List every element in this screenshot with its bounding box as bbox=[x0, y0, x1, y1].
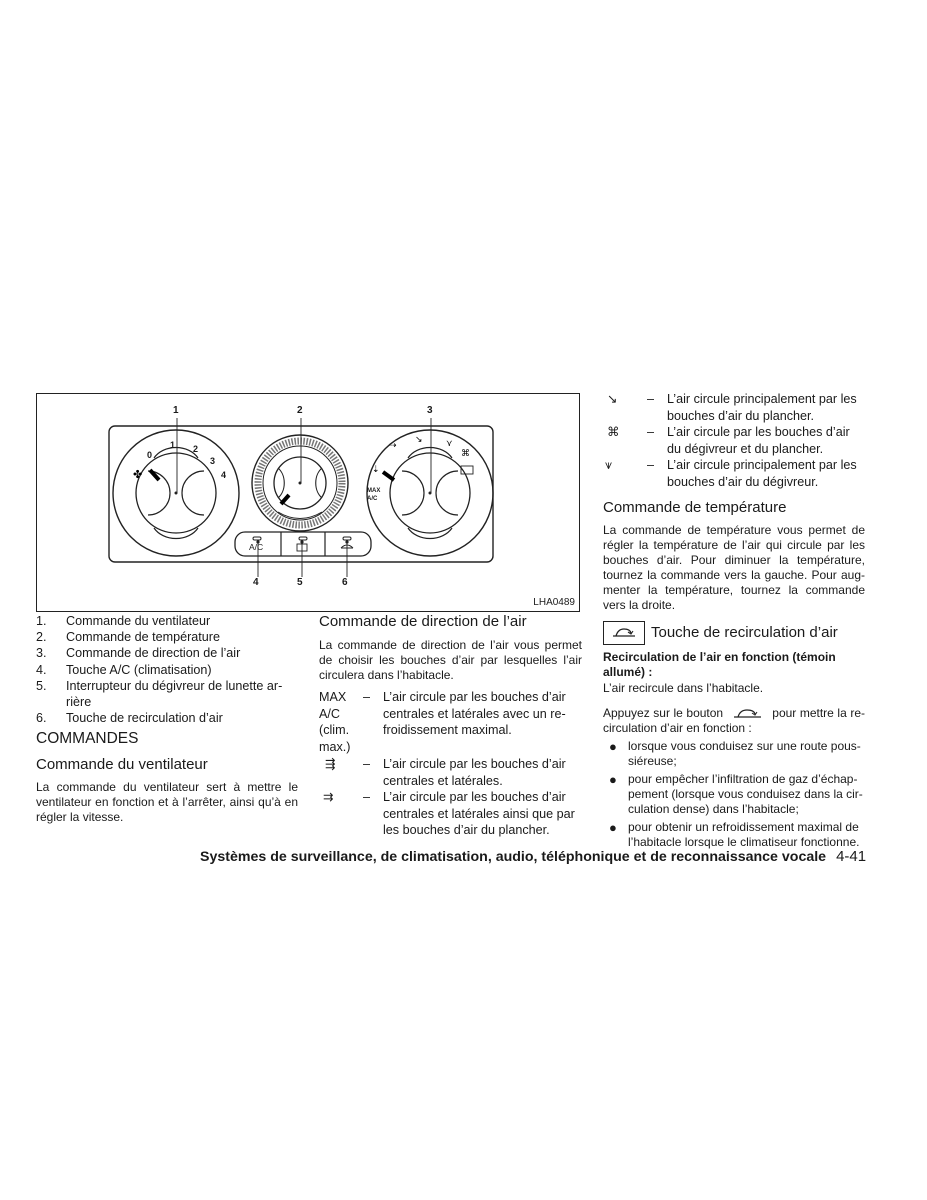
control-panel-figure bbox=[36, 393, 580, 612]
vent-foot-icon: ↘ bbox=[607, 392, 618, 406]
callout-3: 3 bbox=[427, 405, 433, 416]
subsection-heading: Commande du ventilateur bbox=[36, 756, 208, 774]
section-heading: COMMANDES bbox=[36, 730, 139, 748]
subsection-heading: Touche de recirculation d’air bbox=[651, 624, 838, 641]
air-direction-dial bbox=[367, 430, 493, 556]
figure-code: LHA0489 bbox=[533, 597, 575, 608]
bullet-item: ● lorsque vous conduisez sur une route pous-siéreuse; bbox=[609, 739, 861, 768]
fan-tick-3: 3 bbox=[210, 456, 216, 466]
mode-row-defrost-foot: ⌘ – L’air circule par les bouches d’air du dégivreur et du plancher. bbox=[603, 424, 865, 457]
page-number: 4-41 bbox=[836, 848, 867, 865]
callout-6: 6 bbox=[342, 577, 348, 588]
recirc-on-label: Recirculation de l’air en fonction (témoin allumé) : bbox=[603, 650, 836, 679]
mode-row-foot: ↘ – L’air circule principalement par les bouches d’air du plancher. bbox=[603, 391, 865, 424]
fan-tick-2: 2 bbox=[193, 444, 199, 454]
vent-foot-icon: ↘ bbox=[415, 435, 423, 445]
fan-paragraph: La commande du ventilateur sert à mettre le ventilateur en fonction et à l’arrêter, ainsi qu’à en régler la vitesse. bbox=[36, 780, 298, 825]
legend-item: 2. Commande de température bbox=[36, 630, 221, 645]
ac-button-label: A/C bbox=[249, 542, 264, 552]
bullet-item: ● pour obtenir un refroidissement maximal de l’habitacle lorsque le climatiseur fonctionne. bbox=[609, 820, 860, 849]
callout-2: 2 bbox=[297, 405, 303, 416]
callout-4: 4 bbox=[253, 577, 259, 588]
fan-tick-0: 0 bbox=[147, 450, 153, 460]
footer-title: Systèmes de surveillance, de climatisation, audio, téléphonique et de reconnaissance vocale bbox=[200, 849, 827, 865]
vent-bilevel-icon: ⇉ bbox=[323, 790, 334, 804]
control-panel-illustration bbox=[37, 394, 581, 613]
fan-dial bbox=[113, 430, 239, 556]
mode-row-defrost: ⩛ – L’air circule principalement par les bouches d’air du dégivreur. bbox=[605, 458, 857, 489]
press-paragraph: Appuyez sur le bouton pour mettre la re-circulation d’air en fonction : bbox=[603, 706, 865, 735]
recirculation-icon bbox=[603, 621, 645, 645]
fan-tick-4: 4 bbox=[221, 470, 227, 480]
callout-5: 5 bbox=[297, 577, 303, 588]
mode-row-face: ⇶ – L’air circule par les bouches d’air centrales et latérales. bbox=[319, 756, 582, 789]
subsection-heading: Commande de température bbox=[603, 499, 787, 516]
recirc-heading-row bbox=[603, 621, 865, 645]
max-ac-dial-label: MAX A/C bbox=[367, 488, 381, 502]
recirc-on-text: L’air recircule dans l’habitacle. bbox=[603, 681, 764, 695]
defrost-icon: ⋎ bbox=[446, 439, 453, 449]
callout-1: 1 bbox=[173, 405, 179, 416]
mode-row-bilevel: ⇉ – L’air circule par les bouches d’air centrales et latérales ainsi que par les bouches d’air du plancher. bbox=[319, 789, 582, 839]
right-column bbox=[603, 391, 865, 850]
recirculation-icon bbox=[731, 708, 765, 720]
temperature-dial bbox=[252, 435, 348, 531]
legend-item: 6. Touche de recirculation d’air bbox=[36, 711, 223, 726]
legend-item: 4. Touche A/C (climatisation) bbox=[36, 662, 212, 677]
legend-item: 1. Commande du ventilateur bbox=[36, 614, 211, 628]
fan-icon: ✤ bbox=[133, 468, 143, 481]
temperature-paragraph: La commande de température vous permet de régler la température de l’air qui circule par les bouches d’air. Pour diminuer la température, tournez la commande vers la gauche. Pour aug-menter la température, tournez la commande vers la droite. bbox=[603, 523, 865, 612]
direction-paragraph: La commande de direction de l’air vous permet de choisir les bouches d’air par lesquelles l’air circulera dans l’habitacle. bbox=[319, 638, 582, 682]
legend-item: 3. Commande de direction de l’air bbox=[36, 646, 241, 661]
fan-tick-1: 1 bbox=[170, 440, 176, 450]
left-column bbox=[36, 613, 298, 825]
middle-column bbox=[319, 613, 582, 839]
vent-face-icon: ⇣ bbox=[372, 465, 380, 475]
mode-row-max-ac: MAX A/C (clim. max.) – L’air circule par les bouches d’air centrales et latérales avec un re-froidissement maximal. bbox=[319, 690, 566, 754]
vent-face-icon: ⇶ bbox=[325, 757, 336, 771]
subsection-heading: Commande de direction de l’air bbox=[319, 613, 527, 630]
defrost-foot-icon: ⌘ bbox=[607, 425, 620, 439]
bullet-item: ● pour empêcher l’infiltration de gaz d’échap-pement (lorsque vous conduisez dans la cir-culation dense) dans l’habitacle; bbox=[609, 772, 863, 816]
legend-item: 5. Interrupteur du dégivreur de lunette ar- rière bbox=[36, 678, 283, 710]
defrost-icon: ⩛ bbox=[605, 458, 613, 472]
page-footer bbox=[200, 848, 866, 865]
defrost-foot-icon: ⌘ bbox=[461, 449, 470, 459]
figure-legend bbox=[36, 613, 298, 726]
vent-bilevel-icon: ⇢ bbox=[389, 441, 397, 451]
